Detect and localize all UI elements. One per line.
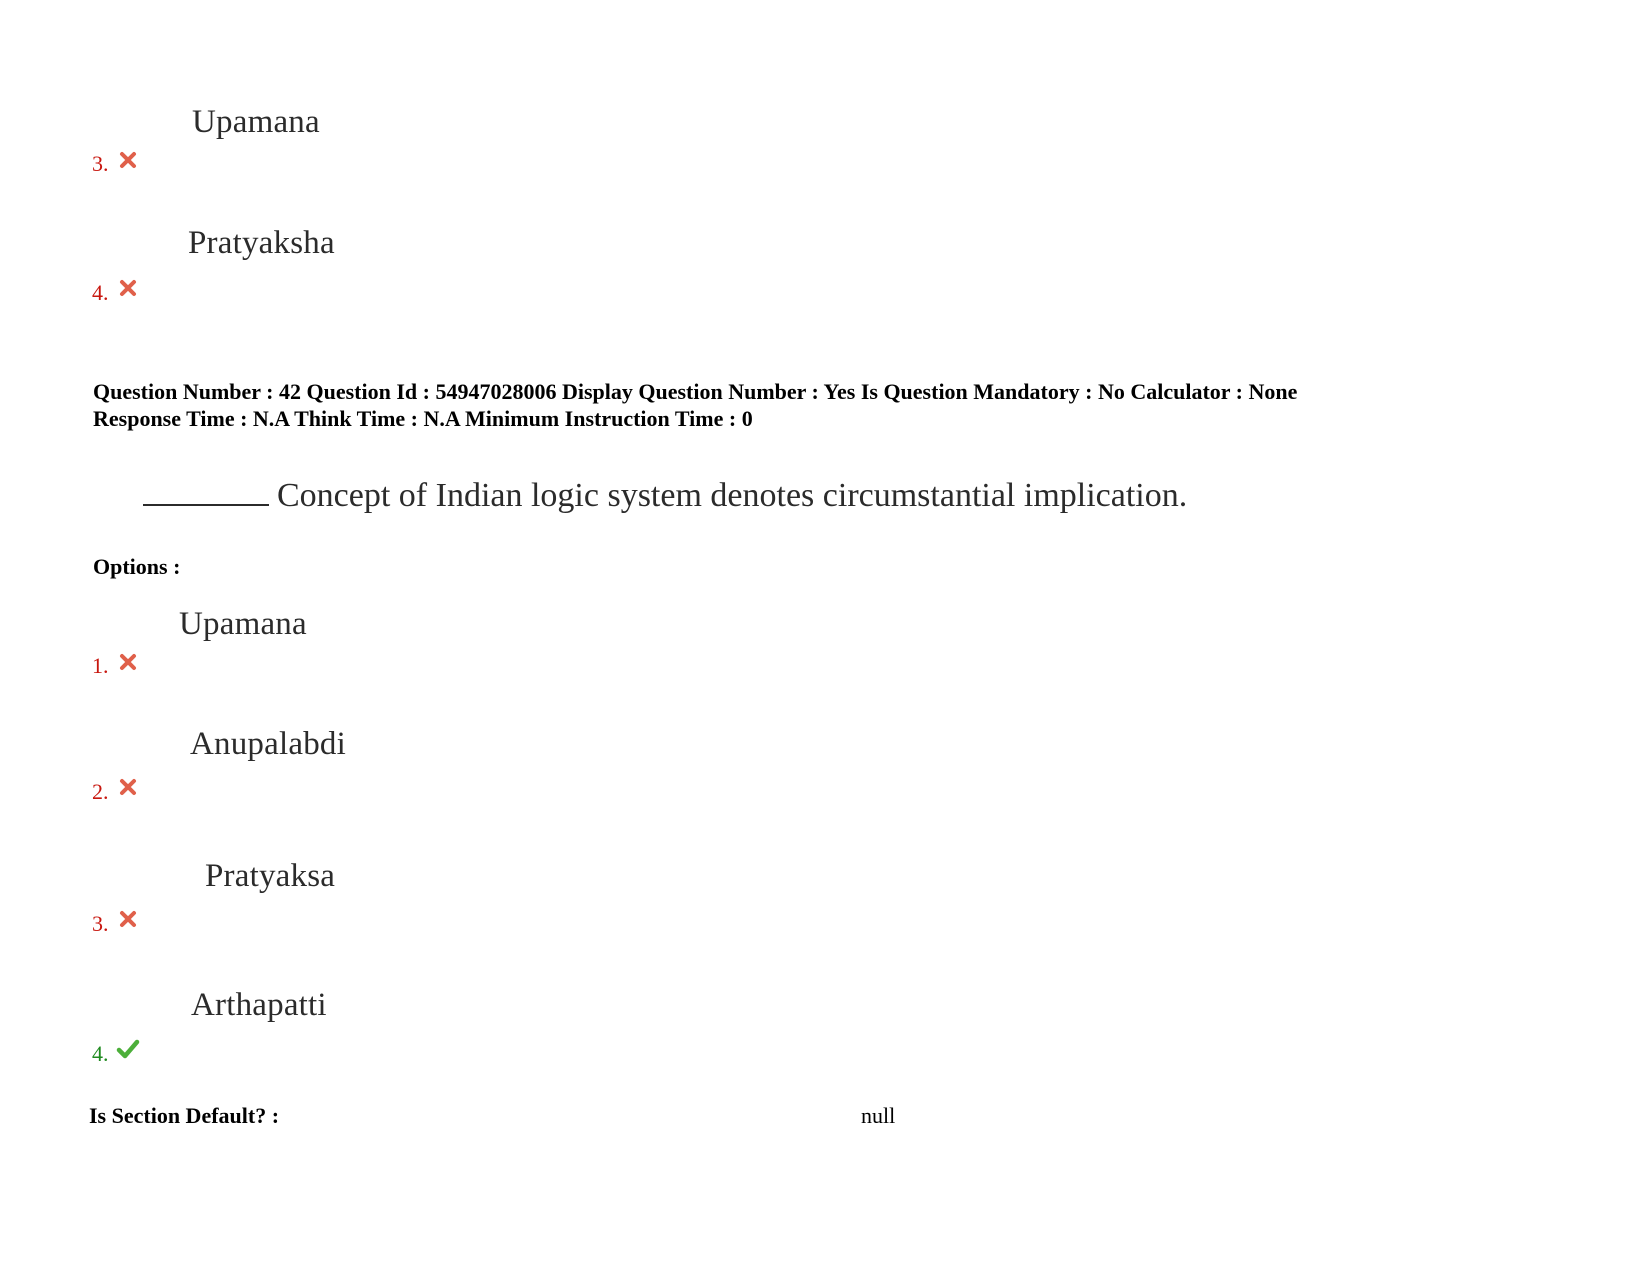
cross-icon (118, 150, 138, 170)
answer-blank (143, 474, 269, 506)
question-text (143, 474, 1187, 515)
prev-option-4-number: 4. (92, 280, 109, 305)
prev-option-3-text: Upamana (192, 104, 320, 140)
question-meta-line-2: Response Time : N.A Think Time : N.A Minimum Instruction Time : 0 (93, 406, 753, 431)
check-icon (116, 1038, 140, 1060)
cross-icon (118, 652, 138, 672)
section-default-value: null (861, 1103, 896, 1128)
option-2-text: Anupalabdi (190, 726, 346, 762)
option-3-number: 3. (92, 911, 109, 936)
cross-icon (118, 278, 138, 298)
option-4-number: 4. (92, 1041, 109, 1066)
option-1-text: Upamana (179, 606, 307, 642)
option-1-number: 1. (92, 653, 109, 678)
option-2-number: 2. (92, 779, 109, 804)
options-label: Options : (93, 554, 181, 579)
prev-option-3-number: 3. (92, 151, 109, 176)
question-meta-line-1: Question Number : 42 Question Id : 54947028006 Display Question Number : Yes Is Question Mandatory : No Calculator : None (93, 379, 1298, 404)
question-sentence: Concept of Indian logic system denotes circumstantial implication. (277, 477, 1188, 514)
prev-option-4-text: Pratyaksha (188, 225, 335, 261)
cross-icon (118, 777, 138, 797)
cross-icon (118, 909, 138, 929)
option-3-text: Pratyaksa (205, 858, 336, 894)
option-4-text: Arthapatti (191, 987, 327, 1023)
section-default-label: Is Section Default? : (89, 1103, 280, 1128)
